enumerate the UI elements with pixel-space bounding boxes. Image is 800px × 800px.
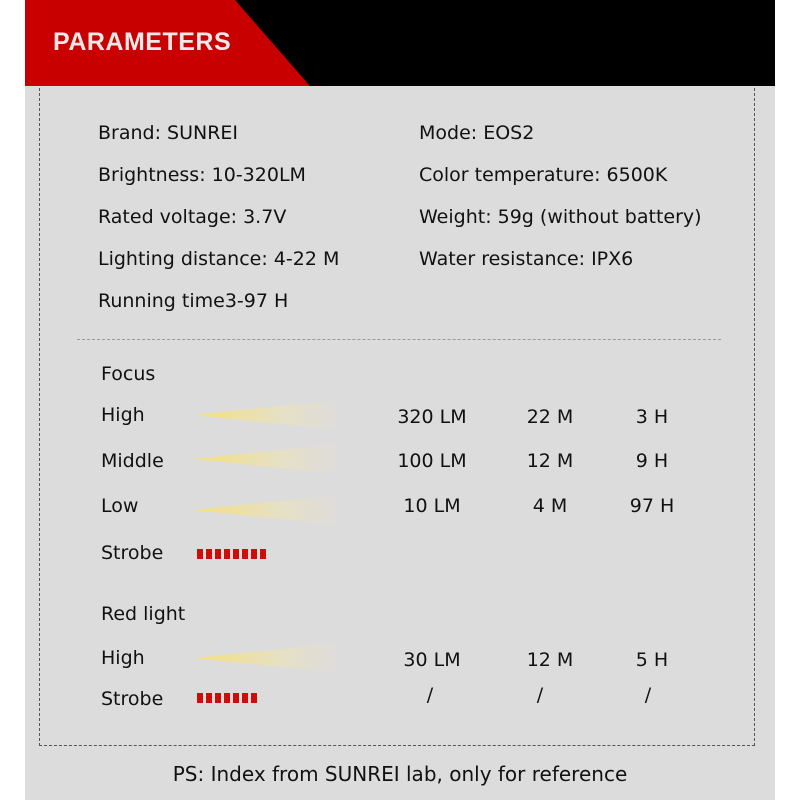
time-value: / [644,684,652,706]
distance-value: 22 M [526,406,574,428]
divider [77,339,721,340]
spec-water: Water resistance: IPX6 [419,248,634,270]
lumen-value: 100 LM [397,450,467,472]
lumen-value: 320 LM [397,406,467,428]
mode-label: Strobe [101,542,164,564]
distance-value: 4 M [532,495,568,517]
lumen-value: 30 LM [403,649,461,671]
lumen-value: / [426,684,434,706]
strobe-icon [197,693,257,703]
mode-label: High [101,404,145,426]
spec-runtime: Running time3-97 H [98,290,289,312]
page-title: PARAMETERS [53,28,232,56]
spec-brightness: Brightness: 10-320LM [98,164,306,186]
distance-value: 12 M [526,649,574,671]
spec-weight: Weight: 59g (without battery) [419,206,702,228]
red-light-heading: Red light [101,603,186,625]
time-value: 3 H [635,406,669,428]
spec-mode: Mode: EOS2 [419,122,535,144]
spec-voltage: Rated voltage: 3.7V [98,206,287,228]
lumen-value: 10 LM [403,495,461,517]
time-value: 9 H [635,450,669,472]
mode-label: Strobe [101,688,164,710]
focus-heading: Focus [101,363,156,385]
strobe-icon [197,549,266,559]
spec-distance: Lighting distance: 4-22 M [98,248,340,270]
spec-brand: Brand: SUNREI [98,122,239,144]
header-banner [25,0,775,86]
mode-label: Middle [101,450,164,472]
spec-color-temp: Color temperature: 6500K [419,164,668,186]
distance-value: / [536,684,544,706]
time-value: 5 H [635,649,669,671]
distance-value: 12 M [526,450,574,472]
mode-label: Low [101,495,139,517]
time-value: 97 H [629,495,675,517]
mode-label: High [101,647,145,669]
footer-note: PS: Index from SUNREI lab, only for reference [172,762,628,786]
